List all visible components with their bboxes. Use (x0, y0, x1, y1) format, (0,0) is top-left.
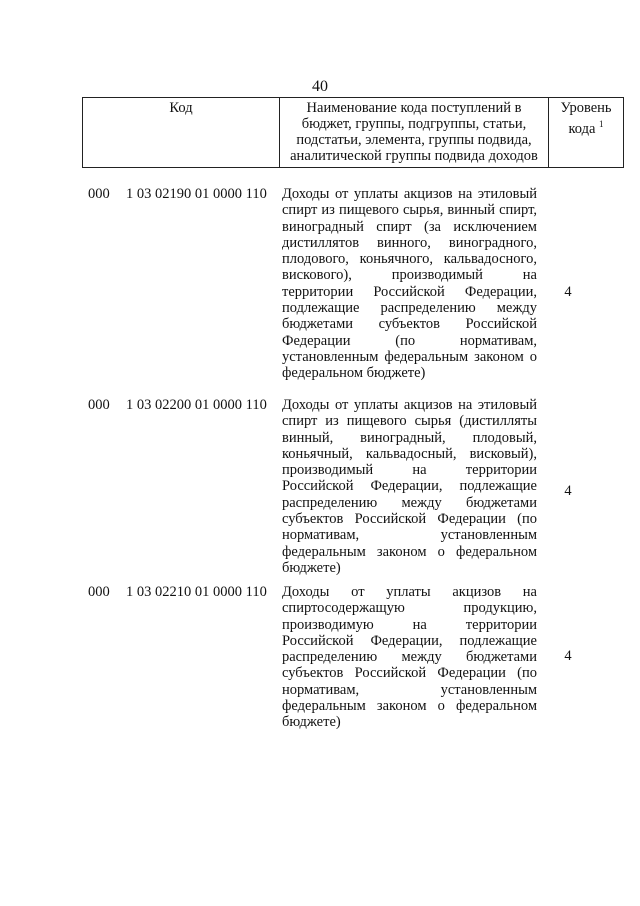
table-header (82, 97, 624, 168)
code-level: 4 (564, 483, 572, 499)
table-body (82, 186, 602, 734)
admin-code: 000 (88, 186, 110, 202)
code-level: 4 (564, 648, 572, 664)
revenue-code: 1 03 02190 01 0000 110 (126, 186, 267, 202)
column-header-level (549, 98, 624, 168)
column-header-level-text: Уровень кода (560, 100, 612, 137)
footnote-marker: 1 (599, 119, 604, 129)
column-header-name: Наименование кода поступлений в бюджет, группы, подгруппы, статьи, подстатьи, элемента, группы подвида, аналитической группы подвида доходов (280, 98, 549, 168)
code-level: 4 (564, 284, 572, 300)
revenue-name: Доходы от уплаты акцизов на этиловый спирт из пищевого сырья, винный спирт, виноградный спирт (за исключением дистиллятов винного, виноградного, плодового, коньячного, кальвадосного, вискового), производимый на территории Российской Федерации, подлежащие распределению между бюджетами субъектов Российской Федерации (по нормативам, установленным федеральным законом о федеральном бюджете) (282, 186, 537, 382)
revenue-code: 1 03 02210 01 0000 110 (126, 584, 267, 600)
admin-code: 000 (88, 397, 110, 413)
admin-code: 000 (88, 584, 110, 600)
table-row (82, 186, 602, 397)
table-row (82, 584, 602, 734)
revenue-code: 1 03 02200 01 0000 110 (126, 397, 267, 413)
revenue-name: Доходы от уплаты акцизов на спиртосодержащую продукцию, производимую на территории Российской Федерации, подлежащие распределению между бюджетами субъектов Российской Федерации (по нормативам, установленным федеральным законом о федеральном бюджете) (282, 584, 537, 731)
column-header-code: Код (83, 98, 280, 168)
page-number: 40 (312, 78, 328, 95)
table-row (82, 397, 602, 584)
revenue-name: Доходы от уплаты акцизов на этиловый спирт из пищевого сырья (дистилляты винный, виноградный, плодовый, коньячный, кальвадосный, висковый), производимый на территории Российской Федерации, подлежащие распределению между бюджетами субъектов Российской Федерации (по нормативам, установленным федеральным законом о федеральном бюджете) (282, 397, 537, 576)
